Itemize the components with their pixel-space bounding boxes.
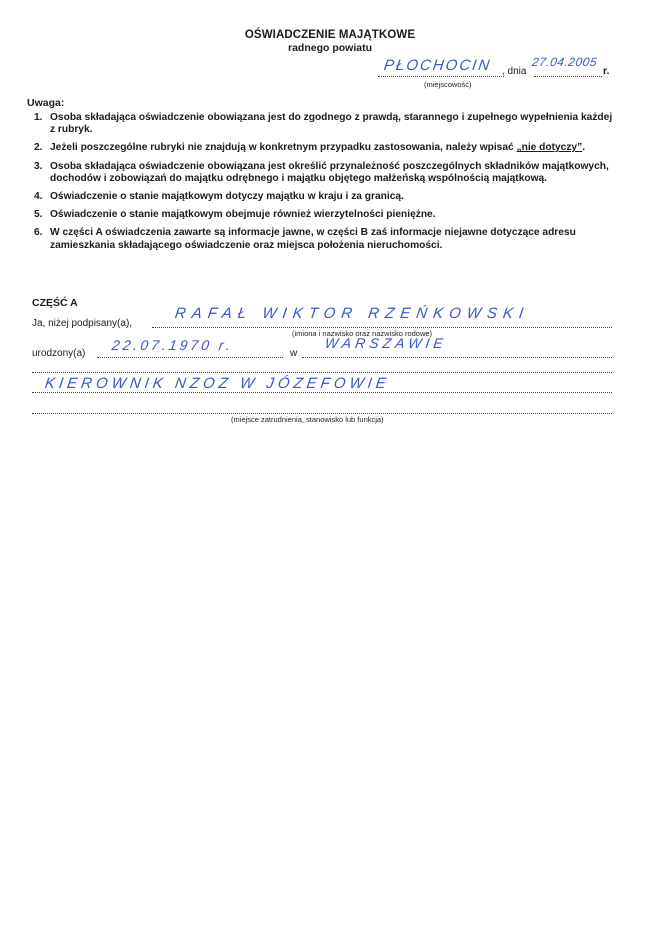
document-title: OŚWIADCZENIE MAJĄTKOWE: [244, 29, 416, 41]
nie-dotyczy-text: „nie dotyczy”: [516, 142, 583, 154]
name-label: Ja, niżej podpisany(a),: [32, 318, 133, 329]
name-handwritten: RAFAŁ WIKTOR RZEŃKOWSKI: [173, 305, 531, 322]
employment-handwritten: KIEROWNIK NZOZ W JÓZEFOWIE: [43, 375, 392, 392]
note-item: 1. Osoba składająca oświadczenie obowiązana jest do zgodnego z prawdą, starannego i zupełnego wypełnienia każdej z rubryk.: [34, 112, 613, 136]
document-subtitle: radnego powiatu: [288, 42, 372, 54]
note-item: 2. Jeżeli poszczególne rubryki nie znajdują w konkretnym przypadku zastosowania, należy wpisać „nie dotyczy”.: [34, 142, 586, 154]
born-place-dotted-line: [302, 357, 612, 358]
notes-list: [34, 112, 619, 258]
note-item: 3. Osoba składająca oświadczenie obowiązana jest określić przynależność poszczególnych składników majątkowych, dochodów i zobowiązań do majątku odrębnego i majątku objętego małżeńską wspólnością majątkową.: [34, 160, 609, 184]
place-caption: (miejscowość): [424, 80, 472, 89]
place-handwritten: PŁOCHOCIN: [382, 57, 493, 74]
note-item: 5. Oświadczenie o stanie majątkowym obejmuje również wierzytelności pieniężne.: [34, 209, 436, 221]
part-a-heading: CZĘŚĆ A: [32, 297, 78, 309]
note-item: 6. W części A oświadczenia zawarte są informacje jawne, w części B zaś informacje niejawne dotyczące adresu zamieszkania składającego oświadczenie oraz miejsca położenia nieruchomości.: [34, 227, 576, 251]
name-caption: (imiona i nazwisko oraz nazwisko rodowe): [292, 329, 433, 338]
place-dotted-line: [378, 76, 504, 77]
date-handwritten: 27.04.2005: [531, 55, 599, 69]
born-label: urodzony(a): [32, 348, 86, 359]
born-date-handwritten: 22.07.1970 r.: [110, 337, 235, 353]
date-suffix: r.: [603, 65, 610, 77]
born-date-dotted-line: [97, 357, 283, 358]
date-dotted-line: [534, 76, 602, 77]
date-prefix: , dnia: [502, 66, 527, 77]
employment-dotted-line: [32, 392, 612, 393]
extra-dotted-line-1: [32, 372, 612, 373]
born-in-label: w: [290, 348, 298, 359]
born-place-handwritten: WARSZAWIE: [323, 335, 448, 351]
extra-dotted-line-2: [32, 413, 612, 414]
note-item: 4. Oświadczenie o stanie majątkowym dotyczy majątku w kraju i za granicą.: [34, 191, 404, 203]
name-dotted-line: [152, 327, 612, 328]
employment-caption: (miejsce zatrudnienia, stanowisko lub funkcja): [231, 415, 384, 424]
notes-heading: Uwaga:: [27, 97, 65, 109]
